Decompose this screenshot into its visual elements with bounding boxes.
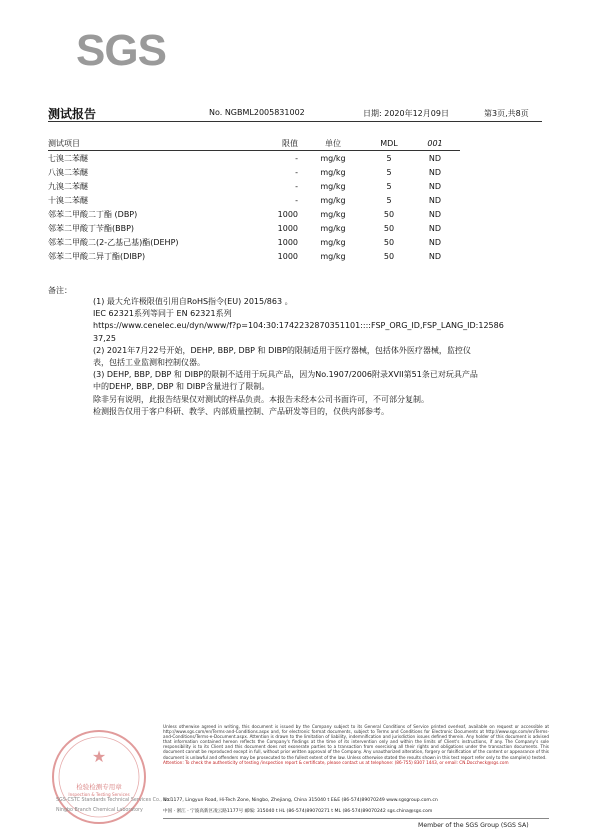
cell-limit: - xyxy=(295,181,298,191)
seal-subtext: Inspection & Testing Services xyxy=(68,792,130,797)
report-number: No. NGBML2005831002 xyxy=(209,108,305,117)
note-line: 检测报告仅用于客户科研、教学、内部质量控制、产品研发等目的，仅供内部参考。 xyxy=(93,406,389,416)
cell-limit: - xyxy=(295,167,298,177)
disclaimer-text: Unless otherwise agreed in writing, this document is issued by the Company subject to its General Conditions of Service printed overleaf, available on request or accessible at http://www.sgs.com/en/Terms-and-Conditions.aspx and, for electronic format documents, subject to Terms and Conditions for Electronic Documents at http://www.sgs.com/en/Terms-and-Conditions/Terms-e-Document.aspx. Attention is drawn to the limitation of liability, indemnification and jurisdiction issues defined therein. Any holder of this document is advised that information contained hereon reflects the Company's findings at the time of its intervention only and within the limits of Client's instructions, if any. The Company's sole responsibility is to its Client and this document does not exonerate parties to a transaction from exercising all their rights and obligations under the transaction documents. This document cannot be reproduced except in full, without prior written approval of the Company. Any unauthorized alteration, forgery or falsification of the content or appearance of this document is unlawful and offenders may be prosecuted to the fullest extent of the law. Unless otherwise stated the results shown in this test report refer only to the sample(s) tested. xyxy=(163,724,549,760)
cell-unit: mg/kg xyxy=(320,167,346,177)
page-indicator: 第3页,共8页 xyxy=(484,109,529,118)
cell-mdl: 5 xyxy=(386,195,392,205)
notes-block xyxy=(93,296,553,418)
cell-result: ND xyxy=(428,181,442,191)
cell-test-item: 九溴二苯醚 xyxy=(48,181,88,191)
cell-test-item: 邻苯二甲酸二异丁酯(DIBP) xyxy=(48,251,146,261)
table-row xyxy=(48,207,460,221)
note-line: 除非另有说明，此报告结果仅对测试的样品负责。本报告未经本公司书面许可，不可部分复制。 xyxy=(93,394,429,404)
cell-result: ND xyxy=(428,209,442,219)
table-row xyxy=(48,235,460,249)
cell-mdl: 5 xyxy=(386,181,392,191)
cell-unit: mg/kg xyxy=(320,181,346,191)
cell-mdl: 5 xyxy=(386,167,392,177)
table-row xyxy=(48,193,460,207)
cell-mdl: 50 xyxy=(383,237,395,247)
note-line: 中的DEHP, BBP, DBP 和 DIBP含量进行了限制。 xyxy=(93,382,270,392)
cell-limit: 1000 xyxy=(277,237,298,247)
cell-test-item: 邻苯二甲酸丁苄酯(BBP) xyxy=(48,223,135,233)
note-line: (1) 最大允许极限值引用自RoHS指令(EU) 2015/863 。 xyxy=(93,297,293,306)
header-rule xyxy=(48,121,542,122)
col-header-limit: 限值 xyxy=(250,136,298,151)
cell-limit: 1000 xyxy=(277,223,298,233)
cell-result: ND xyxy=(428,223,442,233)
cell-mdl: 50 xyxy=(383,209,395,219)
cell-unit: mg/kg xyxy=(320,251,346,261)
table-row xyxy=(48,151,460,166)
table-row xyxy=(48,165,460,179)
cell-unit: mg/kg xyxy=(320,237,346,247)
note-line: 表，包括工业监测和控制仪器。 xyxy=(93,358,205,368)
cell-mdl: 50 xyxy=(383,251,395,261)
note-line: 37,25 xyxy=(93,333,116,343)
results-table xyxy=(48,136,460,263)
notes-label: 备注： xyxy=(48,286,72,295)
lab-name: Ningbo Branch Chemical Laboratory xyxy=(56,808,143,813)
col-header-test-item: 测试项目 xyxy=(48,136,250,151)
cell-result: ND xyxy=(428,251,442,261)
svg-text:★: ★ xyxy=(91,747,107,766)
footer-rule xyxy=(163,818,549,819)
col-header-mdl: MDL xyxy=(368,136,410,151)
cell-test-item: 七溴二苯醚 xyxy=(48,153,88,163)
cell-mdl: 50 xyxy=(383,223,395,233)
cell-limit: 1000 xyxy=(277,251,298,261)
seal-text: 检验检测专用章 xyxy=(76,783,122,791)
cell-limit: - xyxy=(295,195,298,205)
cell-limit: 1000 xyxy=(277,209,298,219)
address-en: No.1177, Lingyun Road, Hi-Tech Zone, Ningbo, Zhejiang, China 315040 t E&E (86-574)89070249 www.sgsgroup.com.cn xyxy=(163,798,438,803)
note-line: (3) DEHP, BBP, DBP 和 DIBP的限制不适用于玩具产品，因为No.1907/2006附录XVII第51条已对玩具产品 xyxy=(93,370,478,380)
sgs-member-line: Member of the SGS Group (SGS SA) xyxy=(418,822,529,829)
table-header-row xyxy=(48,136,460,151)
table-row xyxy=(48,249,460,263)
report-date: 日期: 2020年12月09日 xyxy=(363,109,449,118)
company-legal-name: SGS-CSTC Standards Technical Services Co., Ltd. xyxy=(56,798,173,803)
cell-test-item: 邻苯二甲酸二丁酯 (DBP) xyxy=(48,209,138,219)
cell-unit: mg/kg xyxy=(320,195,346,205)
note-url: https://www.cenelec.eu/dyn/www/f?p=104:30:1742232870351101::::FSP_ORG_ID,FSP_LANG_ID:12586 xyxy=(93,321,504,331)
address-cn: 中国 · 浙江 · 宁波高新区凌云路1177号 邮编: 315040 t HL (86-574)89070271 t ML (86-574)89070242 sgs.china@sgs.com xyxy=(163,809,433,814)
note-line: (2) 2021年7月22号开始，DEHP, BBP, DBP 和 DIBP的限制适用于医疗器械，包括体外医疗器械，监控仪 xyxy=(93,345,471,355)
cell-result: ND xyxy=(428,167,442,177)
col-header-unit: 单位 xyxy=(298,136,368,151)
report-title: 测试报告 xyxy=(48,107,97,121)
cell-test-item: 十溴二苯醚 xyxy=(48,195,88,205)
cell-limit: - xyxy=(295,153,298,163)
cell-mdl: 5 xyxy=(386,153,392,163)
cell-test-item: 八溴二苯醚 xyxy=(48,167,88,177)
cell-unit: mg/kg xyxy=(320,209,346,219)
logo-text: SGS xyxy=(76,26,166,75)
attention-text: Attention: To check the authenticity of testing /inspection report & certificate, please contact us at telephone: (86-755) 8307 1443, or email: CN.Doccheck@sgs.com xyxy=(163,759,509,765)
cell-unit: mg/kg xyxy=(320,153,346,163)
col-header-sample-001: 001 xyxy=(410,136,460,151)
cell-result: ND xyxy=(428,237,442,247)
table-row xyxy=(48,179,460,193)
note-line: IEC 62321系列等同于 EN 62321系列 xyxy=(93,309,232,319)
table-row xyxy=(48,221,460,235)
cell-unit: mg/kg xyxy=(320,223,346,233)
footer-disclaimer xyxy=(163,724,549,765)
sgs-logo xyxy=(76,26,166,75)
cell-result: ND xyxy=(428,153,442,163)
cell-result: ND xyxy=(428,195,442,205)
cell-test-item: 邻苯二甲酸二(2-乙基己基)酯(DEHP) xyxy=(48,237,179,247)
